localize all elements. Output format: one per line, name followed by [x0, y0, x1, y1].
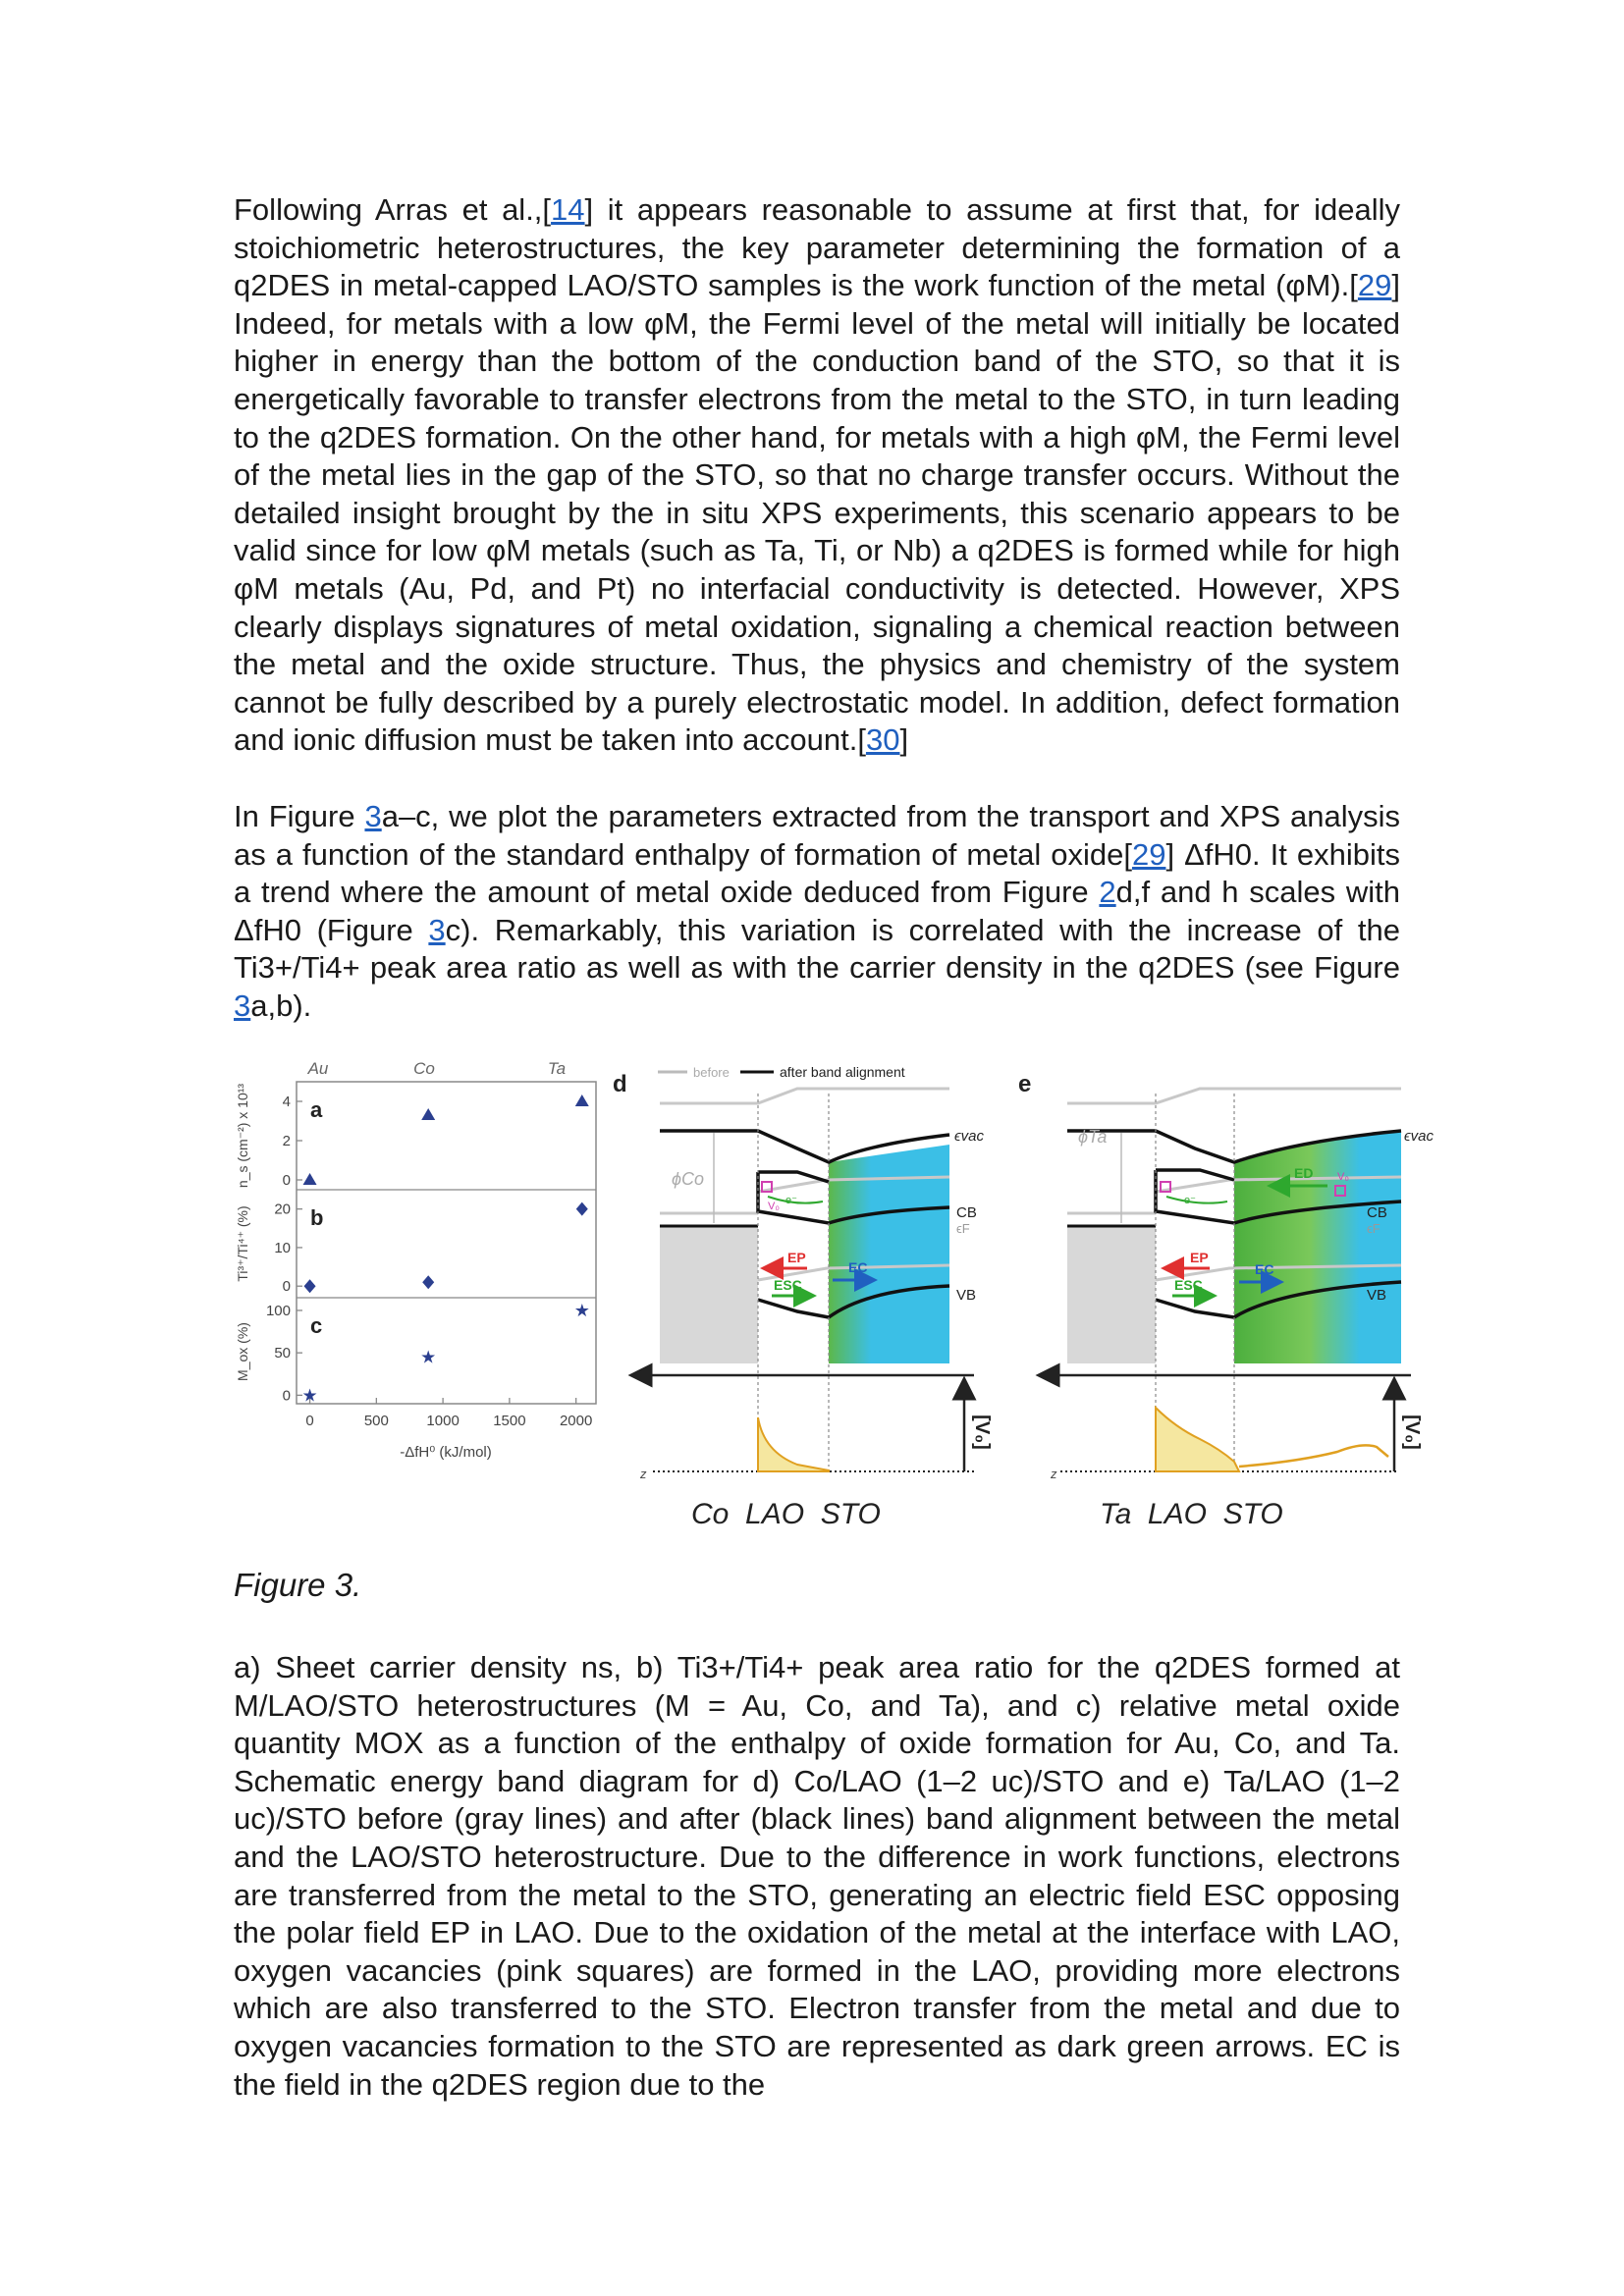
y-tick-label: 100 [265, 1302, 291, 1319]
field-ep: EP [1190, 1250, 1209, 1265]
legend-after: after band alignment [780, 1064, 905, 1080]
label-vb-e: VB [1367, 1287, 1387, 1304]
y-tick-label: 0 [282, 1278, 291, 1296]
vacancy-label: V₀ [1337, 1171, 1349, 1183]
y-tick-label: 0 [282, 1172, 291, 1189]
panel-label-d: d [613, 1071, 627, 1097]
phi-ta: ϕTa [1078, 1127, 1108, 1147]
label-cb-d: CB [956, 1204, 977, 1221]
field-esc: ESC [774, 1277, 802, 1293]
vo-profile-e [1156, 1408, 1239, 1471]
x-tick-label: 1000 [426, 1413, 460, 1429]
data-point-a-ta [575, 1095, 589, 1106]
vo-tail-e [1239, 1445, 1388, 1467]
y-tick-label: 20 [274, 1201, 291, 1218]
figure-3-svg [218, 1054, 1434, 1565]
top-label-au: Au [307, 1059, 329, 1078]
materials-label-e: Ta LAO STO [1100, 1498, 1283, 1530]
x-tick-label: 1500 [493, 1413, 526, 1429]
y-tick-marks [297, 1101, 302, 1395]
band-diagram-e [1018, 1071, 1434, 1530]
y-label-b: Ti³⁺/Ti⁴⁺ (%) [235, 1205, 250, 1282]
y-tick-label: 4 [282, 1094, 291, 1110]
electron-label: e⁻ [1184, 1195, 1196, 1206]
phi-co: ϕCo [672, 1169, 705, 1189]
data-point-b-co [422, 1275, 434, 1289]
field-ed: ED [1294, 1165, 1314, 1181]
label-evac-d: ϵvac [954, 1128, 984, 1145]
plot-frame [297, 1082, 596, 1404]
data-point-c-au: ★ [301, 1385, 318, 1406]
vo-axis-e: [V₀] [1401, 1415, 1423, 1450]
figure-caption: a) Sheet carrier density ns, b) Ti3+/Ti4+ peak area ratio for the q2DES formed at M/LAO/STO heterostructures (M = Au, Co, and Ta), and c) relative metal oxide quantity MOX as a function of the enthalpy of oxide formation for Au, Co, and Ta. Schematic energy band diagram for d) Co/LAO (1–2 uc)/STO and e) Ta/LAO (1–2 uc)/STO before (gray lines) and after (black lines) band alignment between the metal and the LAO/STO heterostructure. Due to the difference in work functions, electrons are transferred from the metal to the STO, generating an electric field ESC opposing the polar field EP in LAO. Due to the oxidation of the metal at the interface with LAO, oxygen vacancies (pink squares) are formed in the LAO, providing more electrons which are also transferred to the STO. Electron transfer from the metal and due to oxygen vacancies formation to the STO are represented as dark green arrows. EC is the field in the q2DES region due to the [234, 1650, 1400, 2102]
panel-label-a: a [310, 1097, 323, 1122]
x-tick-label: 0 [305, 1413, 314, 1429]
label-vb-d: VB [956, 1287, 977, 1304]
data-point-b-au [304, 1279, 316, 1293]
y-tick-label: 0 [282, 1387, 291, 1405]
ref-link[interactable]: 30 [865, 722, 900, 758]
metal-region [660, 1226, 758, 1363]
y-label-a: n_s (cm⁻²) x 10¹³ [235, 1083, 250, 1189]
x-tick-label: 500 [363, 1413, 389, 1429]
data-point-a-au [303, 1173, 317, 1185]
electron-label: e⁻ [785, 1195, 797, 1206]
z-axis-e: z [1051, 1467, 1057, 1481]
panel-label-c: c [310, 1313, 323, 1338]
x-tick-labels [305, 1413, 592, 1429]
figure-link[interactable]: 3 [428, 912, 446, 947]
label-ef-e: ϵF [1367, 1221, 1380, 1236]
y-tick-labels [266, 1094, 291, 1404]
data-point-a-co [421, 1108, 435, 1120]
materials-label-d: Co LAO STO [691, 1498, 881, 1530]
panel-label-e: e [1018, 1071, 1032, 1097]
data-markers [301, 1095, 589, 1405]
figure-link[interactable]: 2 [1099, 875, 1116, 910]
y-tick-label: 50 [274, 1345, 291, 1362]
caption-title: Figure 3. [234, 1567, 362, 1603]
vacancy-label: V₀ [768, 1201, 780, 1212]
ref-link[interactable]: 29 [1357, 268, 1392, 303]
z-axis-d: z [640, 1467, 647, 1481]
top-label-co: Co [413, 1059, 435, 1078]
top-label-ta: Ta [547, 1059, 567, 1078]
y-label-c: M_ox (%) [235, 1322, 250, 1381]
panel-label-b: b [310, 1205, 324, 1230]
x-tick-label: 2000 [559, 1413, 593, 1429]
data-point-b-ta [576, 1202, 588, 1216]
figure-3 [218, 1054, 1434, 1565]
x-tick-marks [310, 1398, 576, 1404]
paragraph-1: Following Arras et al.,[14] it appears reasonable to assume at first that, for ideally stoichiometric heterostructures, the key parameter determining the formation of a q2DES in metal-capped LAO/STO samples is the work function of the metal (φM).[29] Indeed, for metals with a low φM, the Fermi level of the metal will initially be located higher in energy than the bottom of the conduction band of the STO, so that it is energetically favorable to transfer electrons from the metal to the STO, in turn leading to the q2DES formation. On the other hand, for metals with a high φM, the Fermi level of the metal lies in the gap of the STO, so that no charge transfer occurs. Without the detailed insight brought by the in situ XPS experiments, this scenario appears to be valid since for low φM metals (such as Ta, Ti, or Nb) a q2DES is formed while for high φM metals (Au, Pd, and Pt) no interfacial conductivity is detected. However, XPS clearly displays signatures of metal oxidation, signaling a chemical reaction between the metal and the oxide structure. Thus, the physics and chemistry of the system cannot be fully described by a purely electrostatic model. In addition, defect formation and ionic diffusion must be taken into account.[30] [234, 192, 1401, 758]
vo-axis-d: [V₀] [971, 1415, 993, 1450]
label-cb-e: CB [1367, 1204, 1387, 1221]
figure-link[interactable]: 3 [364, 799, 382, 833]
field-ep: EP [787, 1250, 806, 1265]
y-tick-label: 10 [274, 1239, 291, 1256]
ref-link[interactable]: 14 [551, 192, 585, 227]
label-evac-e: ϵvac [1404, 1128, 1434, 1145]
paragraph-2: In Figure 3a–c, we plot the parameters extracted from the transport and XPS analysis as a function of the standard enthalpy of formation of metal oxide[29] ΔfH0. It exhibits a trend where the amount of metal oxide deduced from Figure 2d,f and h scales with ΔfH0 (Figure 3c). Remarkably, this variation is correlated with the increase of the Ti3+/Ti4+ peak area ratio as well as with the carrier density in the q2DES (see Figure 3a,b). [234, 799, 1400, 1023]
band-diagram-d [613, 1064, 993, 1530]
data-point-c-co: ★ [420, 1347, 437, 1367]
x-axis-label: -ΔfH⁰ (kJ/mol) [400, 1444, 492, 1461]
field-esc: ESC [1174, 1277, 1203, 1293]
y-tick-label: 2 [282, 1133, 291, 1149]
figure-link[interactable]: 3 [234, 988, 251, 1023]
field-ec: EC [848, 1259, 868, 1275]
ref-link[interactable]: 29 [1131, 836, 1166, 872]
label-ef-d: ϵF [956, 1221, 970, 1236]
field-ec: EC [1255, 1261, 1274, 1277]
vo-profile-d [758, 1417, 829, 1471]
sto-region [1234, 1131, 1401, 1363]
scatter-panels [235, 1059, 596, 1461]
metal-region [1067, 1226, 1156, 1363]
legend-before: before [693, 1065, 730, 1080]
data-point-c-ta: ★ [573, 1300, 590, 1320]
